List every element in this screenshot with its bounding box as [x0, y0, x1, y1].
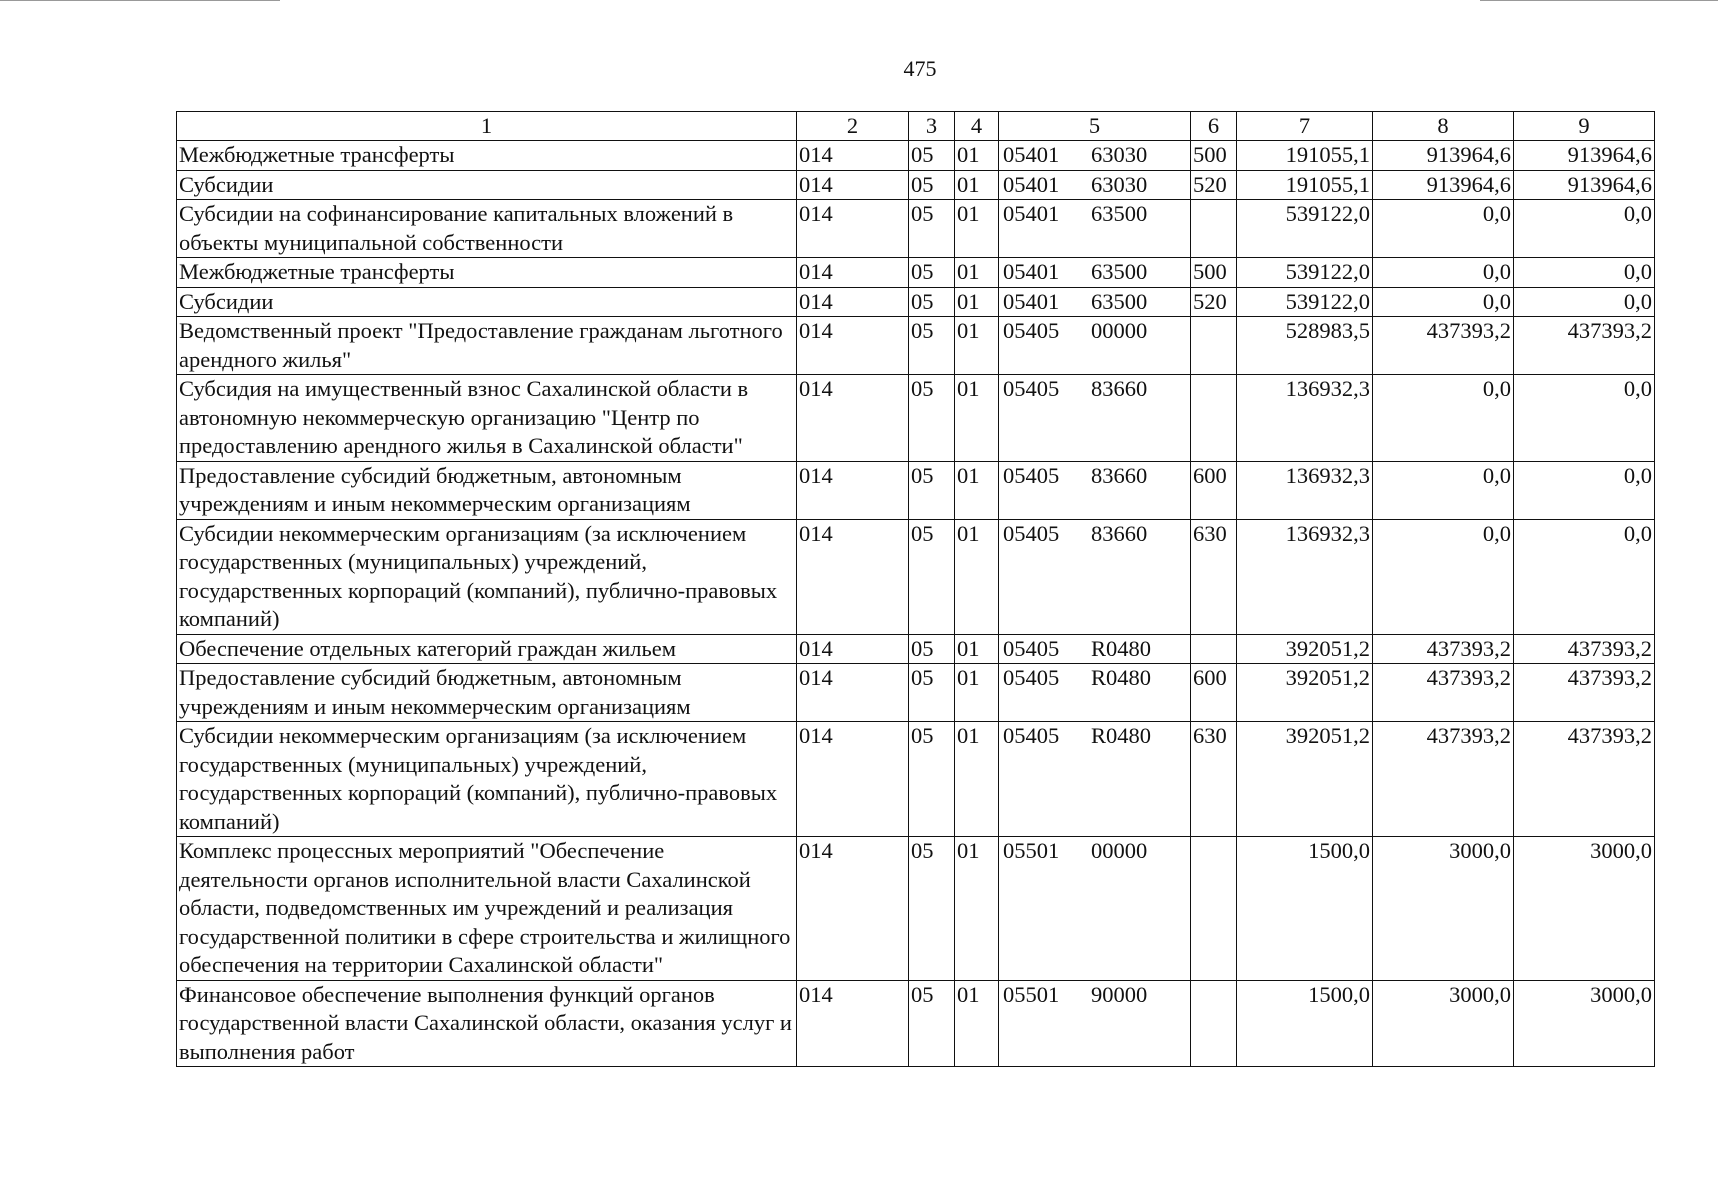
- amount-col8: 913964,6: [1373, 170, 1514, 200]
- target-article-code: [999, 837, 1191, 981]
- amount-col7: 539122,0: [1237, 258, 1373, 288]
- amount-col9: 913964,6: [1514, 141, 1655, 171]
- row-name: Субсидии: [177, 170, 797, 200]
- amount-col9: 0,0: [1514, 375, 1655, 462]
- subsection-code: 01: [955, 375, 999, 462]
- program-code: 05401: [1003, 259, 1060, 284]
- amount-col7: 392051,2: [1237, 664, 1373, 722]
- amount-col9: 0,0: [1514, 519, 1655, 634]
- section-code: 05: [909, 837, 955, 981]
- direction-code: R0480: [1091, 635, 1152, 661]
- amount-col8: 0,0: [1373, 200, 1514, 258]
- scan-edge-line: [1480, 0, 1718, 1]
- subsection-code: 01: [955, 317, 999, 375]
- program-code: 05405: [1003, 723, 1060, 748]
- amount-col7: 392051,2: [1237, 722, 1373, 837]
- target-article-code: [999, 461, 1191, 519]
- direction-code: R0480: [1091, 665, 1152, 690]
- amount-col8: 913964,6: [1373, 141, 1514, 171]
- table-row: [177, 980, 1655, 1067]
- amount-col8: 437393,2: [1373, 634, 1514, 664]
- table-row: [177, 287, 1655, 317]
- column-header: 3: [909, 112, 955, 141]
- ministry-code: 014: [797, 461, 909, 519]
- direction-code: 63030: [1091, 171, 1148, 197]
- section-code: 05: [909, 200, 955, 258]
- section-code: 05: [909, 634, 955, 664]
- target-article-code: [999, 722, 1191, 837]
- row-name: Субсидии некоммерческим организациям (за исключением государственных (муниципальных) учреждений, государственных корпораций (компаний), публично-правовых компаний): [177, 519, 797, 634]
- amount-col8: 0,0: [1373, 375, 1514, 462]
- expense-type-code: 520: [1191, 170, 1237, 200]
- expense-type-code: 630: [1191, 722, 1237, 837]
- amount-col7: 392051,2: [1237, 634, 1373, 664]
- expense-type-code: 600: [1191, 664, 1237, 722]
- direction-code: 83660: [1091, 462, 1148, 488]
- budget-table: [176, 111, 1655, 1067]
- column-header: 5: [999, 112, 1191, 141]
- section-code: 05: [909, 722, 955, 837]
- program-code: 05405: [1003, 520, 1060, 546]
- amount-col7: 136932,3: [1237, 519, 1373, 634]
- subsection-code: 01: [955, 461, 999, 519]
- amount-col7: 528983,5: [1237, 317, 1373, 375]
- table-row: [177, 317, 1655, 375]
- program-code: 05405: [1003, 318, 1060, 343]
- row-name: Обеспечение отдельных категорий граждан жильем: [177, 634, 797, 664]
- ministry-code: 014: [797, 664, 909, 722]
- page-number: 475: [903, 56, 937, 81]
- amount-col7: 539122,0: [1237, 287, 1373, 317]
- direction-code: 00000: [1091, 838, 1148, 863]
- column-header: 6: [1191, 112, 1237, 141]
- column-header: 8: [1373, 112, 1514, 141]
- amount-col9: 437393,2: [1514, 317, 1655, 375]
- ministry-code: 014: [797, 200, 909, 258]
- table-row: [177, 519, 1655, 634]
- target-article-code: [999, 141, 1191, 171]
- amount-col9: 3000,0: [1514, 980, 1655, 1067]
- expense-type-code: 500: [1191, 141, 1237, 171]
- row-name: Межбюджетные трансферты: [177, 141, 797, 171]
- subsection-code: 01: [955, 837, 999, 981]
- column-header: 4: [955, 112, 999, 141]
- row-name: Субсидия на имущественный взнос Сахалинской области в автономную некоммерческую организацию "Центр по предоставлению арендного жилья в Сахалинской области": [177, 375, 797, 462]
- amount-col7: 191055,1: [1237, 141, 1373, 171]
- section-code: 05: [909, 664, 955, 722]
- row-name: Предоставление субсидий бюджетным, автономным учреждениям и иным некоммерческим организациям: [177, 664, 797, 722]
- subsection-code: 01: [955, 664, 999, 722]
- section-code: 05: [909, 287, 955, 317]
- program-code: 05501: [1003, 838, 1060, 863]
- target-article-code: [999, 170, 1191, 200]
- row-name: Субсидии: [177, 287, 797, 317]
- target-article-code: [999, 287, 1191, 317]
- amount-col8: 3000,0: [1373, 980, 1514, 1067]
- amount-col7: 191055,1: [1237, 170, 1373, 200]
- expense-type-code: 630: [1191, 519, 1237, 634]
- table-row: [177, 375, 1655, 462]
- amount-col7: 1500,0: [1237, 837, 1373, 981]
- ministry-code: 014: [797, 141, 909, 171]
- amount-col9: 0,0: [1514, 461, 1655, 519]
- program-code: 05401: [1003, 171, 1060, 197]
- target-article-code: [999, 664, 1191, 722]
- ministry-code: 014: [797, 519, 909, 634]
- amount-col8: 437393,2: [1373, 317, 1514, 375]
- table-row: [177, 461, 1655, 519]
- program-code: 05401: [1003, 142, 1060, 167]
- row-name: Субсидии на софинансирование капитальных вложений в объекты муниципальной собственности: [177, 200, 797, 258]
- amount-col9: 913964,6: [1514, 170, 1655, 200]
- direction-code: 63500: [1091, 259, 1148, 284]
- column-header: 2: [797, 112, 909, 141]
- section-code: 05: [909, 258, 955, 288]
- ministry-code: 014: [797, 258, 909, 288]
- subsection-code: 01: [955, 141, 999, 171]
- program-code: 05405: [1003, 665, 1060, 690]
- ministry-code: 014: [797, 722, 909, 837]
- amount-col9: 437393,2: [1514, 634, 1655, 664]
- column-number-row: [177, 112, 1655, 141]
- column-header: 9: [1514, 112, 1655, 141]
- program-code: 05405: [1003, 635, 1060, 661]
- direction-code: 63500: [1091, 201, 1148, 226]
- amount-col8: 3000,0: [1373, 837, 1514, 981]
- row-name: Комплекс процессных мероприятий "Обеспечение деятельности органов исполнительной власти Сахалинской области, подведомственных им учреждений и реализация государственной политики в сфере строительства и жилищного обеспечения на территории Сахалинской области": [177, 837, 797, 981]
- target-article-code: [999, 375, 1191, 462]
- row-name: Предоставление субсидий бюджетным, автономным учреждениям и иным некоммерческим организациям: [177, 461, 797, 519]
- subsection-code: 01: [955, 722, 999, 837]
- subsection-code: 01: [955, 287, 999, 317]
- expense-type-code: [1191, 317, 1237, 375]
- expense-type-code: 600: [1191, 461, 1237, 519]
- direction-code: R0480: [1091, 723, 1152, 748]
- amount-col8: 0,0: [1373, 519, 1514, 634]
- amount-col9: 0,0: [1514, 258, 1655, 288]
- ministry-code: 014: [797, 287, 909, 317]
- amount-col9: 0,0: [1514, 287, 1655, 317]
- direction-code: 90000: [1091, 981, 1148, 1007]
- section-code: 05: [909, 980, 955, 1067]
- row-name: Межбюджетные трансферты: [177, 258, 797, 288]
- target-article-code: [999, 258, 1191, 288]
- amount-col8: 0,0: [1373, 287, 1514, 317]
- subsection-code: 01: [955, 258, 999, 288]
- amount-col8: 437393,2: [1373, 722, 1514, 837]
- expense-type-code: [1191, 375, 1237, 462]
- section-code: 05: [909, 141, 955, 171]
- program-code: 05405: [1003, 462, 1060, 488]
- section-code: 05: [909, 375, 955, 462]
- expense-type-code: 500: [1191, 258, 1237, 288]
- target-article-code: [999, 980, 1191, 1067]
- amount-col7: 539122,0: [1237, 200, 1373, 258]
- amount-col8: 0,0: [1373, 461, 1514, 519]
- ministry-code: 014: [797, 375, 909, 462]
- expense-type-code: 520: [1191, 287, 1237, 317]
- expense-type-code: [1191, 837, 1237, 981]
- amount-col7: 1500,0: [1237, 980, 1373, 1067]
- column-header: 1: [177, 112, 797, 141]
- program-code: 05401: [1003, 288, 1060, 314]
- target-article-code: [999, 634, 1191, 664]
- table-row: [177, 837, 1655, 981]
- expense-type-code: [1191, 980, 1237, 1067]
- direction-code: 00000: [1091, 318, 1148, 343]
- row-name: Субсидии некоммерческим организациям (за исключением государственных (муниципальных) учреждений, государственных корпораций (компаний), публично-правовых компаний): [177, 722, 797, 837]
- amount-col9: 437393,2: [1514, 664, 1655, 722]
- amount-col7: 136932,3: [1237, 461, 1373, 519]
- table-row: [177, 258, 1655, 288]
- expense-type-code: [1191, 200, 1237, 258]
- program-code: 05501: [1003, 981, 1060, 1007]
- scan-edge-line: [0, 0, 280, 1]
- program-code: 05405: [1003, 376, 1060, 401]
- direction-code: 63030: [1091, 142, 1148, 167]
- table-row: [177, 141, 1655, 171]
- table-row: [177, 664, 1655, 722]
- section-code: 05: [909, 170, 955, 200]
- direction-code: 63500: [1091, 288, 1148, 314]
- subsection-code: 01: [955, 634, 999, 664]
- direction-code: 83660: [1091, 520, 1148, 546]
- target-article-code: [999, 317, 1191, 375]
- program-code: 05401: [1003, 201, 1060, 226]
- target-article-code: [999, 519, 1191, 634]
- subsection-code: 01: [955, 519, 999, 634]
- section-code: 05: [909, 461, 955, 519]
- ministry-code: 014: [797, 634, 909, 664]
- table-row: [177, 634, 1655, 664]
- row-name: Финансовое обеспечение выполнения функций органов государственной власти Сахалинской области, оказания услуг и выполнения работ: [177, 980, 797, 1067]
- column-header: 7: [1237, 112, 1373, 141]
- ministry-code: 014: [797, 317, 909, 375]
- ministry-code: 014: [797, 980, 909, 1067]
- amount-col9: 3000,0: [1514, 837, 1655, 981]
- subsection-code: 01: [955, 170, 999, 200]
- ministry-code: 014: [797, 170, 909, 200]
- expense-type-code: [1191, 634, 1237, 664]
- amount-col8: 437393,2: [1373, 664, 1514, 722]
- table-row: [177, 170, 1655, 200]
- section-code: 05: [909, 519, 955, 634]
- amount-col8: 0,0: [1373, 258, 1514, 288]
- table-row: [177, 722, 1655, 837]
- table-row: [177, 200, 1655, 258]
- amount-col9: 437393,2: [1514, 722, 1655, 837]
- subsection-code: 01: [955, 980, 999, 1067]
- target-article-code: [999, 200, 1191, 258]
- ministry-code: 014: [797, 837, 909, 981]
- direction-code: 83660: [1091, 376, 1148, 401]
- amount-col7: 136932,3: [1237, 375, 1373, 462]
- subsection-code: 01: [955, 200, 999, 258]
- row-name: Ведомственный проект "Предоставление гражданам льготного арендного жилья": [177, 317, 797, 375]
- amount-col9: 0,0: [1514, 200, 1655, 258]
- section-code: 05: [909, 317, 955, 375]
